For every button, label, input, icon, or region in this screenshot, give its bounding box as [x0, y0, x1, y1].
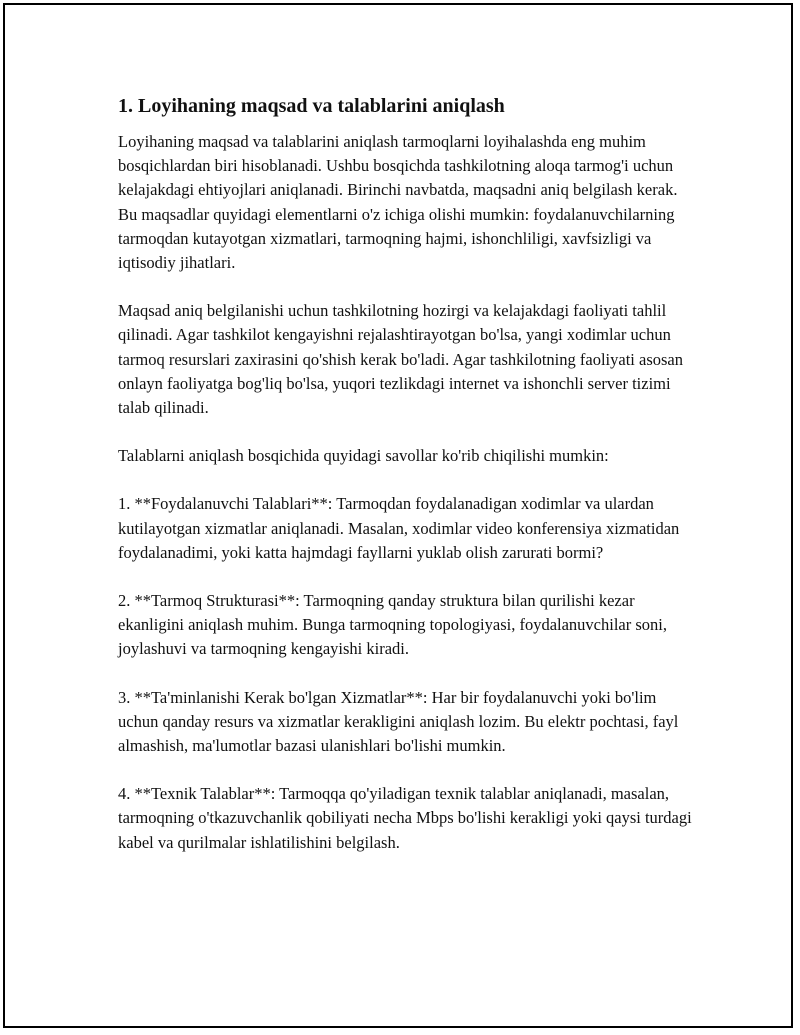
list-item-network-structure: 2. **Tarmoq Strukturasi**: Tarmoqning qanday struktura bilan qurilishi kezar ekanligini aniqlash muhim. Bunga tarmoqning topologiyasi, foydalanuvchilar soni, joylashuvi va tarmoqning kengayishi kiradi. [118, 591, 667, 659]
list-item-technical-requirements: 4. **Texnik Talablar**: Tarmoqqa qo'yiladigan texnik talablar aniqlanadi, masalan, tarmoqning o'tkazuvchanlik qobiliyati necha Mbps bo'lishi kerakligi yoki qaysi turdagi kabel va qurilmalar ishlatilishini belgilash. [118, 784, 692, 852]
paragraph-intro: Loyihaning maqsad va talablarini aniqlash tarmoqlarni loyihalashda eng muhim bosqichlardan biri hisoblanadi. Ushbu bosqichda tashkilotning aloqa tarmog'i uchun kelajakdagi ehtiyojlari aniqlanadi. Birinchi navbatda, maqsadni aniq belgilash kerak. Bu maqsadlar quyidagi elementlarni o'z ichiga olishi mumkin: foydalanuvchilarning tarmoqdan kutayotgan xizmatlari, tarmoqning hajmi, ishonchliligi, xavfsizligi va iqtisodiy jihatlari. [118, 132, 678, 273]
paragraph-questions-lead: Talablarni aniqlash bosqichida quyidagi savollar ko'rib chiqilishi mumkin: [118, 446, 609, 466]
section-heading: 1. Loyihaning maqsad va talablarini aniqlash [118, 95, 505, 117]
document-body [118, 92, 698, 879]
paragraph-goal-analysis: Maqsad aniq belgilanishi uchun tashkilotning hozirgi va kelajakdagi faoliyati tahlil qilinadi. Agar tashkilot kengayishni rejalashtirayotgan bo'lsa, yangi xodimlar uchun tarmoq resurslari zaxirasini qo'shish kerak bo'ladi. Agar tashkilotning faoliyati asosan onlayn faoliyatga bog'liq bo'lsa, yuqori tezlikdagi internet va ishonchli server tizimi talab qilinadi. [118, 301, 683, 418]
list-item-user-requirements: 1. **Foydalanuvchi Talablari**: Tarmoqdan foydalanadigan xodimlar va ulardan kutilayotgan xizmatlar aniqlanadi. Masalan, xodimlar video konferensiya xizmatidan foydalanadimi, yoki katta hajmdagi fayllarni yuklab olish zarurati bormi? [118, 494, 680, 562]
list-item-required-services: 3. **Ta'minlanishi Kerak bo'lgan Xizmatlar**: Har bir foydalanuvchi yoki bo'lim uchun qanday resurs va xizmatlar kerakligini aniqlash lozim. Bu elektr pochtasi, fayl almashish, ma'lumotlar bazasi ulanishlari bo'lishi mumkin. [118, 687, 679, 756]
